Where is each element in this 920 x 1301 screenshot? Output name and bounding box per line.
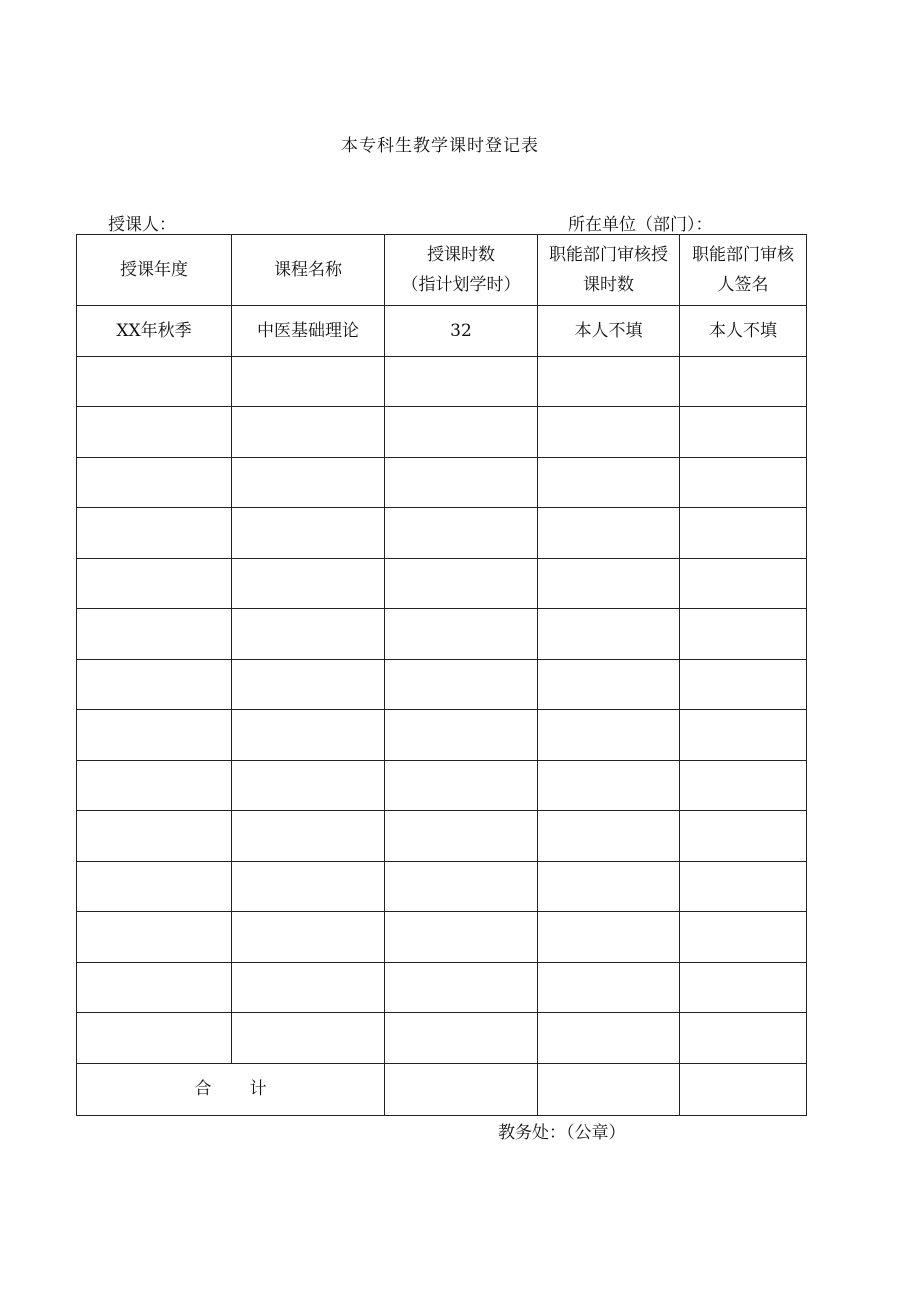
total-verify-sign-cell[interactable] (680, 1063, 807, 1115)
verify-hours-cell[interactable] (538, 609, 680, 660)
verify-hours-cell[interactable] (538, 508, 680, 559)
year-cell[interactable] (77, 609, 232, 660)
verify-sign-cell[interactable] (680, 457, 807, 508)
verify-hours-cell[interactable] (538, 356, 680, 407)
header-verify-hours-line2: 课时数 (583, 275, 634, 295)
header-year: 授课年度 (77, 235, 232, 306)
hours-cell[interactable] (385, 558, 538, 609)
header-verify-sign-line2: 人签名 (717, 275, 769, 295)
verify-hours-cell[interactable] (538, 407, 680, 458)
course-cell[interactable] (232, 760, 385, 811)
hours-cell[interactable] (385, 407, 538, 458)
verify-sign-cell[interactable] (680, 558, 807, 609)
course-cell[interactable] (232, 912, 385, 963)
year-cell[interactable] (77, 1013, 232, 1064)
hours-cell[interactable] (385, 356, 538, 407)
year-cell[interactable] (77, 760, 232, 811)
hours-cell[interactable] (385, 811, 538, 862)
table-row (77, 609, 807, 660)
year-cell[interactable] (77, 356, 232, 407)
hours-cell[interactable] (385, 912, 538, 963)
verify-sign-cell[interactable] (680, 710, 807, 761)
hours-cell[interactable]: 32 (385, 306, 538, 357)
table-row (77, 962, 807, 1013)
total-verify-hours-cell[interactable] (538, 1063, 680, 1115)
verify-hours-cell[interactable] (538, 710, 680, 761)
header-verify-sign (680, 235, 807, 306)
verify-hours-cell[interactable] (538, 558, 680, 609)
course-cell[interactable] (232, 962, 385, 1013)
table-row (77, 407, 807, 458)
hours-cell[interactable] (385, 861, 538, 912)
year-cell[interactable] (77, 659, 232, 710)
verify-hours-cell[interactable] (538, 760, 680, 811)
verify-sign-cell[interactable] (680, 861, 807, 912)
course-cell[interactable] (232, 508, 385, 559)
verify-sign-cell[interactable] (680, 811, 807, 862)
table-row (77, 912, 807, 963)
verify-hours-cell[interactable] (538, 811, 680, 862)
department-label: 所在单位（部门）： (568, 215, 713, 235)
year-cell[interactable] (77, 811, 232, 862)
verify-sign-cell[interactable] (680, 760, 807, 811)
verify-hours-cell[interactable] (538, 962, 680, 1013)
year-cell[interactable] (77, 407, 232, 458)
course-cell[interactable] (232, 1013, 385, 1064)
verify-sign-cell[interactable] (680, 356, 807, 407)
verify-hours-cell[interactable] (538, 912, 680, 963)
table-row (77, 457, 807, 508)
course-cell[interactable] (232, 457, 385, 508)
page-title: 本专科生教学课时登记表 (341, 136, 539, 156)
table-row (77, 1013, 807, 1064)
year-cell[interactable] (77, 457, 232, 508)
verify-sign-cell[interactable] (680, 962, 807, 1013)
year-cell[interactable] (77, 558, 232, 609)
course-cell[interactable] (232, 356, 385, 407)
hours-cell[interactable] (385, 710, 538, 761)
table-row (77, 861, 807, 912)
course-cell[interactable] (232, 558, 385, 609)
table-row (77, 356, 807, 407)
header-hours (385, 235, 538, 306)
year-cell[interactable] (77, 861, 232, 912)
verify-hours-cell[interactable] (538, 1013, 680, 1064)
total-label-char2: 计 (249, 1079, 267, 1099)
header-row (77, 235, 807, 306)
verify-sign-cell[interactable] (680, 609, 807, 660)
hours-cell[interactable] (385, 508, 538, 559)
header-course: 课程名称 (232, 235, 385, 306)
total-label (77, 1063, 385, 1115)
verify-sign-cell[interactable] (680, 508, 807, 559)
verify-sign-cell[interactable] (680, 1013, 807, 1064)
course-cell[interactable] (232, 407, 385, 458)
verify-hours-cell[interactable] (538, 861, 680, 912)
course-cell[interactable] (232, 710, 385, 761)
hours-register-table (76, 234, 807, 1116)
total-row (77, 1063, 807, 1115)
course-cell[interactable] (232, 609, 385, 660)
total-label-char1: 合 (194, 1079, 212, 1099)
verify-hours-cell[interactable] (538, 659, 680, 710)
header-verify-hours-line1: 职能部门审核授 (549, 245, 668, 265)
course-cell[interactable] (232, 861, 385, 912)
year-cell[interactable] (77, 710, 232, 761)
table-row (77, 508, 807, 559)
verify-hours-cell[interactable]: 本人不填 (538, 306, 680, 357)
year-cell[interactable] (77, 508, 232, 559)
verify-sign-cell[interactable]: 本人不填 (680, 306, 807, 357)
verify-sign-cell[interactable] (680, 407, 807, 458)
table-row (77, 760, 807, 811)
total-hours-cell[interactable] (385, 1063, 538, 1115)
table-row (77, 710, 807, 761)
verify-hours-cell[interactable] (538, 457, 680, 508)
hours-cell[interactable] (385, 1013, 538, 1064)
course-cell[interactable] (232, 811, 385, 862)
year-cell[interactable] (77, 912, 232, 963)
course-cell[interactable] (232, 659, 385, 710)
header-verify-hours (538, 235, 680, 306)
verify-sign-cell[interactable] (680, 659, 807, 710)
hours-cell[interactable] (385, 609, 538, 660)
hours-cell[interactable] (385, 659, 538, 710)
course-cell[interactable]: 中医基础理论 (232, 306, 385, 357)
table-row (77, 306, 807, 357)
teacher-label: 授课人： (108, 215, 176, 235)
table-row (77, 811, 807, 862)
hours-cell[interactable] (385, 457, 538, 508)
header-verify-sign-line1: 职能部门审核 (692, 245, 794, 265)
header-hours-line1: 授课时数 (427, 245, 495, 265)
hours-cell[interactable] (385, 760, 538, 811)
hours-cell[interactable] (385, 962, 538, 1013)
table-row (77, 659, 807, 710)
year-cell[interactable] (77, 962, 232, 1013)
header-hours-line2: （指计划学时） (401, 275, 521, 295)
verify-sign-cell[interactable] (680, 912, 807, 963)
year-cell[interactable]: XX年秋季 (77, 306, 232, 357)
academic-office-seal-label: 教务处：（公章） (498, 1123, 626, 1143)
table-row (77, 558, 807, 609)
